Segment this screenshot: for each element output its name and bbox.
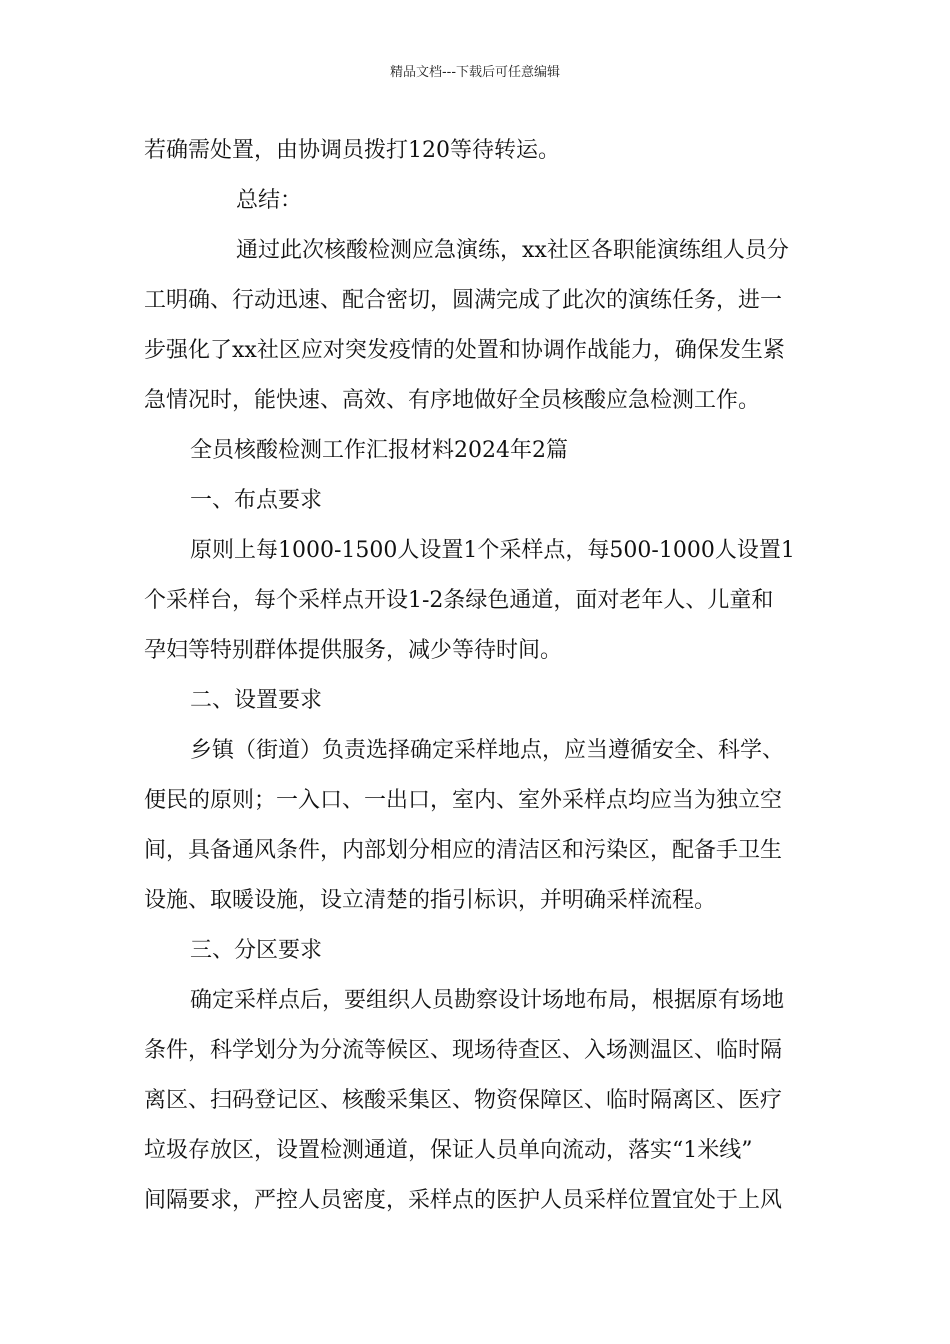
document-body [144, 126, 808, 1226]
text-line: 通过此次核酸检测应急演练，xx社区各职能演练组人员分 [236, 238, 789, 263]
text-line: 间，具备通风条件，内部划分相应的清洁区和污染区，配备手卫生 [144, 838, 783, 863]
text-line: 便民的原则；一入口、一出口，室内、室外采样点均应当为独立空 [144, 788, 783, 813]
text-line: 条件，科学划分为分流等候区、现场待查区、入场测温区、临时隔 [144, 1038, 783, 1063]
text-line: 全员核酸检测工作汇报材料2024年2篇 [190, 438, 568, 463]
text-line: 若确需处置，由协调员拨打120等待转运。 [144, 138, 560, 163]
text-line: 步强化了xx社区应对突发疫情的处置和协调作战能力，确保发生紧 [144, 338, 785, 363]
text-line: 原则上每1000-1500人设置1个采样点，每500-1000人设置1 [190, 538, 795, 563]
text-line: 工明确、行动迅速、配合密切，圆满完成了此次的演练任务，进一 [144, 288, 783, 313]
text-line: 间隔要求，严控人员密度，采样点的医护人员采样位置宜处于上风 [144, 1188, 783, 1213]
page-header: 精品文档---下载后可任意编辑 [389, 65, 561, 80]
text-line: 孕妇等特别群体提供服务，减少等待时间。 [144, 638, 563, 663]
text-line: 确定采样点后，要组织人员勘察设计场地布局，根据原有场地 [190, 988, 785, 1013]
text-line: 二、设置要求 [190, 688, 323, 713]
text-line: 个采样台，每个采样点开设1-2条绿色通道，面对老年人、儿童和 [144, 588, 774, 613]
text-line: 一、布点要求 [190, 488, 323, 513]
text-line: 乡镇（街道）负责选择确定采样地点，应当遵循安全、科学、 [190, 738, 785, 763]
text-line: 急情况时，能快速、高效、有序地做好全员核酸应急检测工作。 [144, 388, 761, 413]
text-line: 设施、取暖设施，设立清楚的指引标识，并明确采样流程。 [144, 888, 717, 913]
text-line: 离区、扫码登记区、核酸采集区、物资保障区、临时隔离区、医疗 [144, 1088, 783, 1113]
text-line: 垃圾存放区，设置检测通道，保证人员单向流动，落实“1米线” [144, 1138, 753, 1163]
text-line: 总结： [236, 188, 303, 213]
text-line: 三、分区要求 [190, 938, 323, 963]
